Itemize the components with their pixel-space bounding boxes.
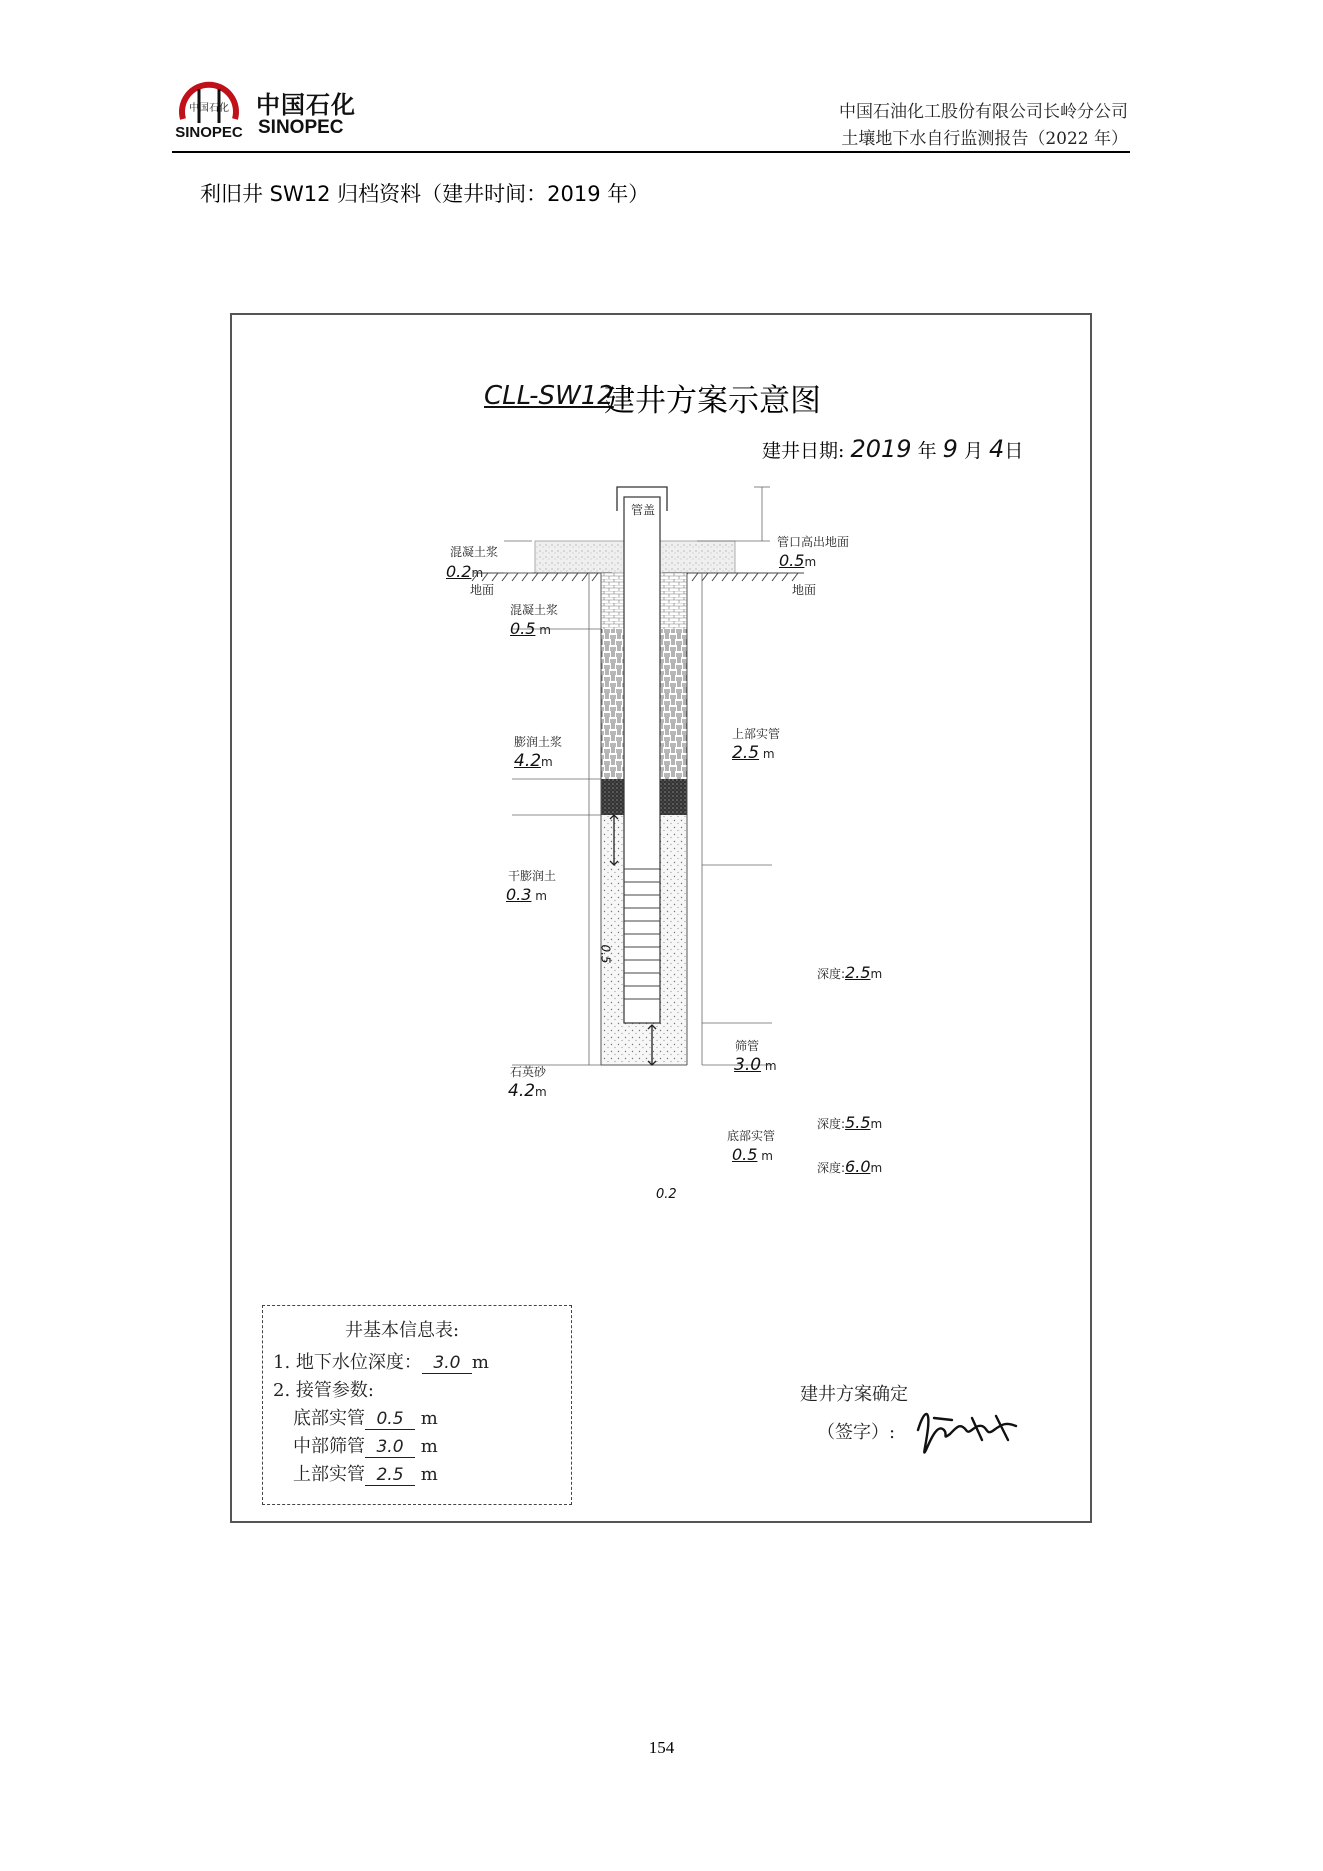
concrete-slurry-label: 混凝土浆 <box>510 603 559 617</box>
dry-bentonite-label: 干膨润土 <box>508 869 557 883</box>
logo-english-name: SINOPEC <box>258 117 344 138</box>
quartz-sand-value: 4.2m <box>508 1081 547 1101</box>
concrete-top-label: 混凝土浆 <box>450 545 499 559</box>
info-box-title: 井基本信息表: <box>345 1320 460 1341</box>
handwritten-signature <box>912 1400 1024 1462</box>
ground-label-right: 地面 <box>792 583 817 597</box>
logo-chinese-name: 中国石化 <box>256 91 356 119</box>
date-month-unit: 月 <box>963 440 983 462</box>
svg-text:中国石化: 中国石化 <box>189 103 229 114</box>
bottom-pipe-value: 0.5 m <box>732 1145 773 1164</box>
signature-label: （签字）: <box>817 1422 896 1443</box>
sinopec-logo <box>175 75 243 143</box>
ground-line-left <box>472 573 612 581</box>
upper-pipe-value: 2.5 m <box>732 743 775 763</box>
info-groundwater-depth: 1. 地下水位深度： 3.0 m <box>273 1352 489 1373</box>
date-year: 2019 <box>850 435 912 463</box>
scanned-form-frame <box>230 313 1092 1523</box>
pipe-above-ground-label: 管口高出地面 <box>777 535 850 549</box>
bottom-pipe-label: 底部实管 <box>727 1129 776 1143</box>
bentonite-slurry-value: 4.2m <box>514 751 553 771</box>
sinopec-logo-icon <box>175 75 243 143</box>
date-day-unit: 日 <box>1004 440 1024 462</box>
date-year-unit: 年 <box>917 440 937 462</box>
depth-5-5: 深度:5.5m <box>817 1113 883 1132</box>
date-label: 建井日期: <box>762 440 845 462</box>
gap-top-value: 0.5 <box>598 944 613 964</box>
well-info-box <box>262 1305 572 1505</box>
info-bottom-pipe: 底部实管 0.5 m <box>293 1408 438 1429</box>
header-report-title: 土壤地下水自行监测报告（2022 年） <box>841 129 1128 149</box>
bentonite-slurry-label: 膨润土浆 <box>514 735 563 749</box>
plan-confirm-title: 建井方案确定 <box>800 1384 908 1405</box>
header-rule <box>172 151 1130 153</box>
concrete-top-value: 0.2m <box>446 562 484 581</box>
screen-pipe-value: 3.0 m <box>734 1055 777 1075</box>
pipe-above-ground-value: 0.5m <box>779 551 817 570</box>
cap-label: 管盖 <box>631 503 656 517</box>
date-day: 4 <box>989 435 1005 463</box>
screen-pipe-label: 筛管 <box>735 1039 760 1053</box>
form-title: 建井方案示意图 <box>604 383 821 419</box>
depth-6-0: 深度:6.0m <box>817 1157 883 1176</box>
upper-pipe-label: 上部实管 <box>732 727 781 741</box>
svg-text:SINOPEC: SINOPEC <box>175 124 243 141</box>
header-company: 中国石油化工股份有限公司长岭分公司 <box>839 102 1128 122</box>
info-pipe-params: 2. 接管参数: <box>273 1380 374 1401</box>
depth-2-5: 深度:2.5m <box>817 963 883 982</box>
gap-bottom-value: 0.2 <box>656 1187 677 1202</box>
well-pipe <box>624 497 660 1023</box>
info-upper-pipe: 上部实管 2.5 m <box>293 1464 438 1485</box>
dry-bentonite-value: 0.3 m <box>506 885 547 904</box>
section-title: 利旧井 SW12 归档资料（建井时间：2019 年） <box>200 182 650 206</box>
info-mid-screen: 中部筛管 3.0 m <box>293 1436 438 1457</box>
ground-label-left: 地面 <box>470 583 495 597</box>
date-month: 9 <box>942 435 958 463</box>
quartz-sand-label: 石英砂 <box>510 1065 547 1079</box>
concrete-slurry-value: 0.5 m <box>510 619 551 638</box>
page-number: 154 <box>648 1738 675 1757</box>
well-code: CLL-SW12 <box>484 381 614 411</box>
